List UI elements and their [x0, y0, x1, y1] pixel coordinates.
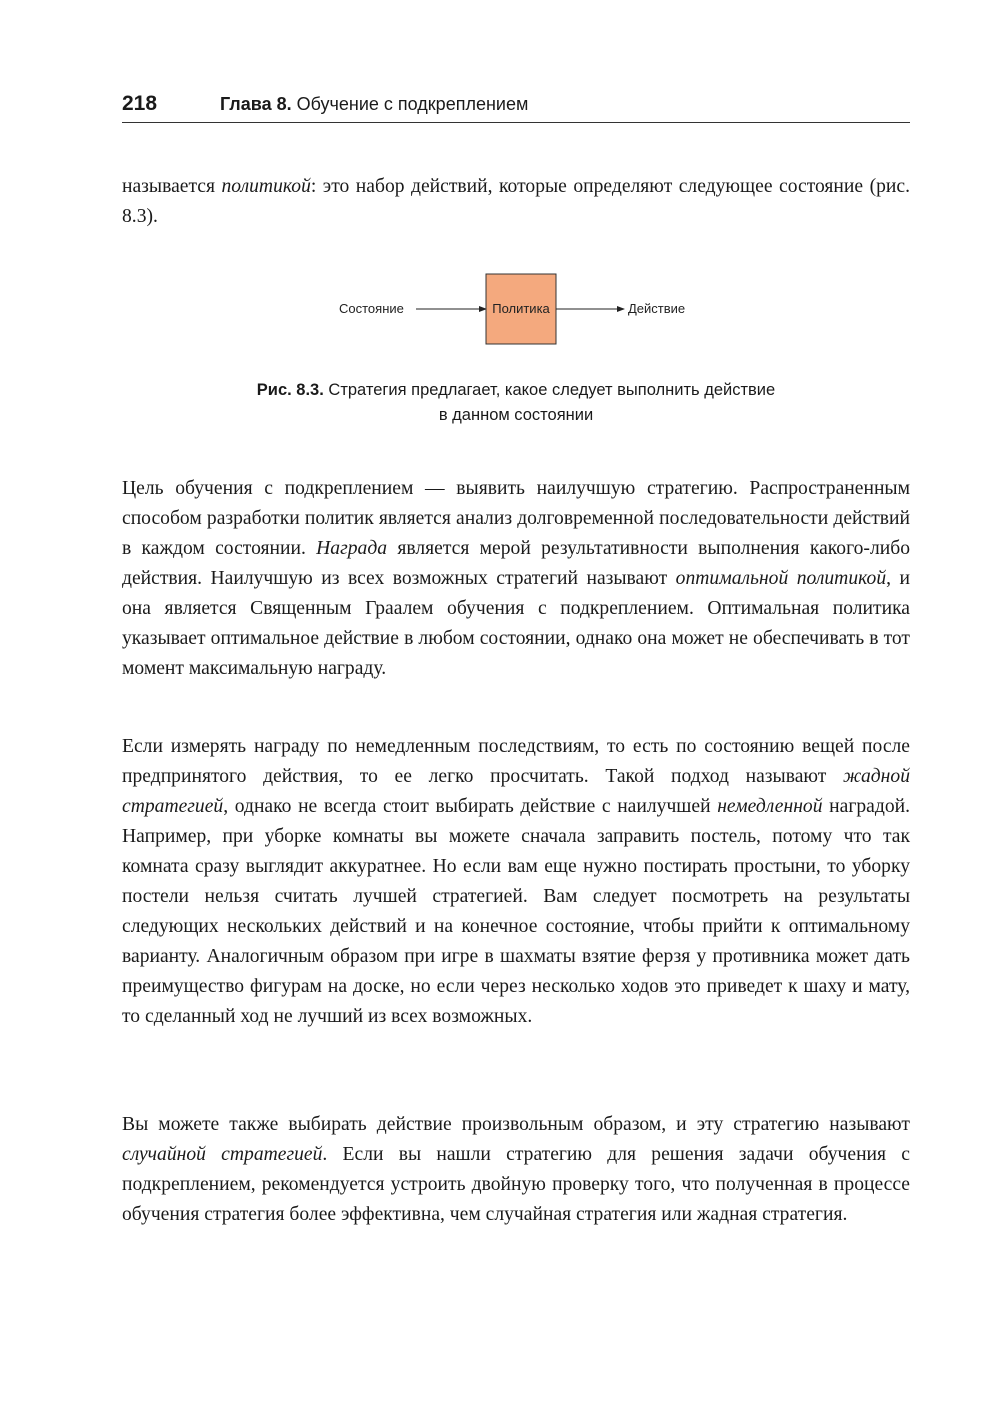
- p2-text-3: наградой. Например, при уборке комнаты вы можете сначала заправить постель, потому что так комната сразу выглядит аккуратнее. Но если вам еще нужно постирать простыни, то уборку постели нельзя считать лучшей стратегией. Вам следует посмотреть на результаты следующих нескольких действий и на конечное состояние, чтобы прийти к оптимальному варианту. Аналогичным образом при игре в шахматы взятие ферзя у противника может дать преимущество фигурам на доске, но если через несколько ходов это приведет к шаху и мату, то сделанный ход не лучший из всех возможных.: [122, 796, 910, 1027]
- intro-paragraph: [122, 172, 910, 232]
- p2-term-immediate: немедленной: [717, 796, 823, 817]
- state-label: Состояние: [339, 301, 404, 316]
- policy-label: Политика: [492, 301, 550, 316]
- page-header: [122, 92, 910, 123]
- figure-caption: [122, 378, 910, 428]
- p1-text-2: является мерой результативности выполнения какого-либо действия. Наилучшую из всех возможных стратегий называют: [122, 538, 910, 589]
- chapter-title: Обучение с подкреплением: [296, 94, 529, 114]
- p3-term-random: случайной стратегией: [122, 1144, 323, 1165]
- caption-label: Рис. 8.3.: [256, 381, 324, 399]
- p1-term-reward: Награда: [316, 538, 388, 559]
- caption-line-1: [122, 378, 910, 403]
- intro-term: политикой: [221, 176, 311, 197]
- caption-text-1: Стратегия предлагает, какое следует выполнить действие: [328, 381, 776, 399]
- chapter-label: Глава 8.: [220, 94, 292, 114]
- paragraph-2: [122, 732, 910, 1032]
- action-label: Действие: [628, 301, 686, 316]
- intro-text-1: называется: [122, 176, 222, 197]
- caption-line-2: в данном состоянии: [438, 406, 594, 424]
- page-number: 218: [122, 92, 158, 115]
- figure-8-3: [122, 268, 910, 358]
- p3-text-1: Вы можете также выбирать действие произвольным образом, и эту стратегию называют: [122, 1114, 910, 1135]
- p1-text-1: Цель обучения с подкреплением — выявить наилучшую стратегию. Распространенным способом разработки политик является анализ долговременной последовательности действий в каждом состоянии.: [122, 478, 910, 559]
- p3-text-2: . Если вы нашли стратегию для решения задачи обучения с подкреплением, рекомендуется устроить двойную проверку того, что полученная в процессе обучения стратегия более эффективна, чем случайная стратегия или жадная стратегия.: [122, 1144, 910, 1225]
- intro-text-2: : это набор действий, которые определяют следующее состояние (рис. 8.3).: [122, 176, 910, 227]
- p2-text-2: , однако не всегда стоит выбирать действие с наилучшей: [223, 796, 718, 817]
- p1-term-optimal-policy: оптимальной политикой: [675, 568, 887, 589]
- p1-text-3: , и она является Священным Граалем обучения с подкреплением. Оптимальная политика указывает оптимальное действие в любом состоянии, однако она может не обеспечивать в тот момент максимальную награду.: [122, 568, 910, 679]
- p2-text-1: Если измерять награду по немедленным последствиям, то есть по состоянию вещей после предпринятого действия, то ее легко просчитать. Такой подход называют: [122, 736, 910, 787]
- paragraph-3: [122, 1110, 910, 1230]
- running-head: [220, 94, 528, 115]
- paragraph-1: [122, 474, 910, 684]
- p2-term-greedy: жадной стратегией: [122, 766, 910, 817]
